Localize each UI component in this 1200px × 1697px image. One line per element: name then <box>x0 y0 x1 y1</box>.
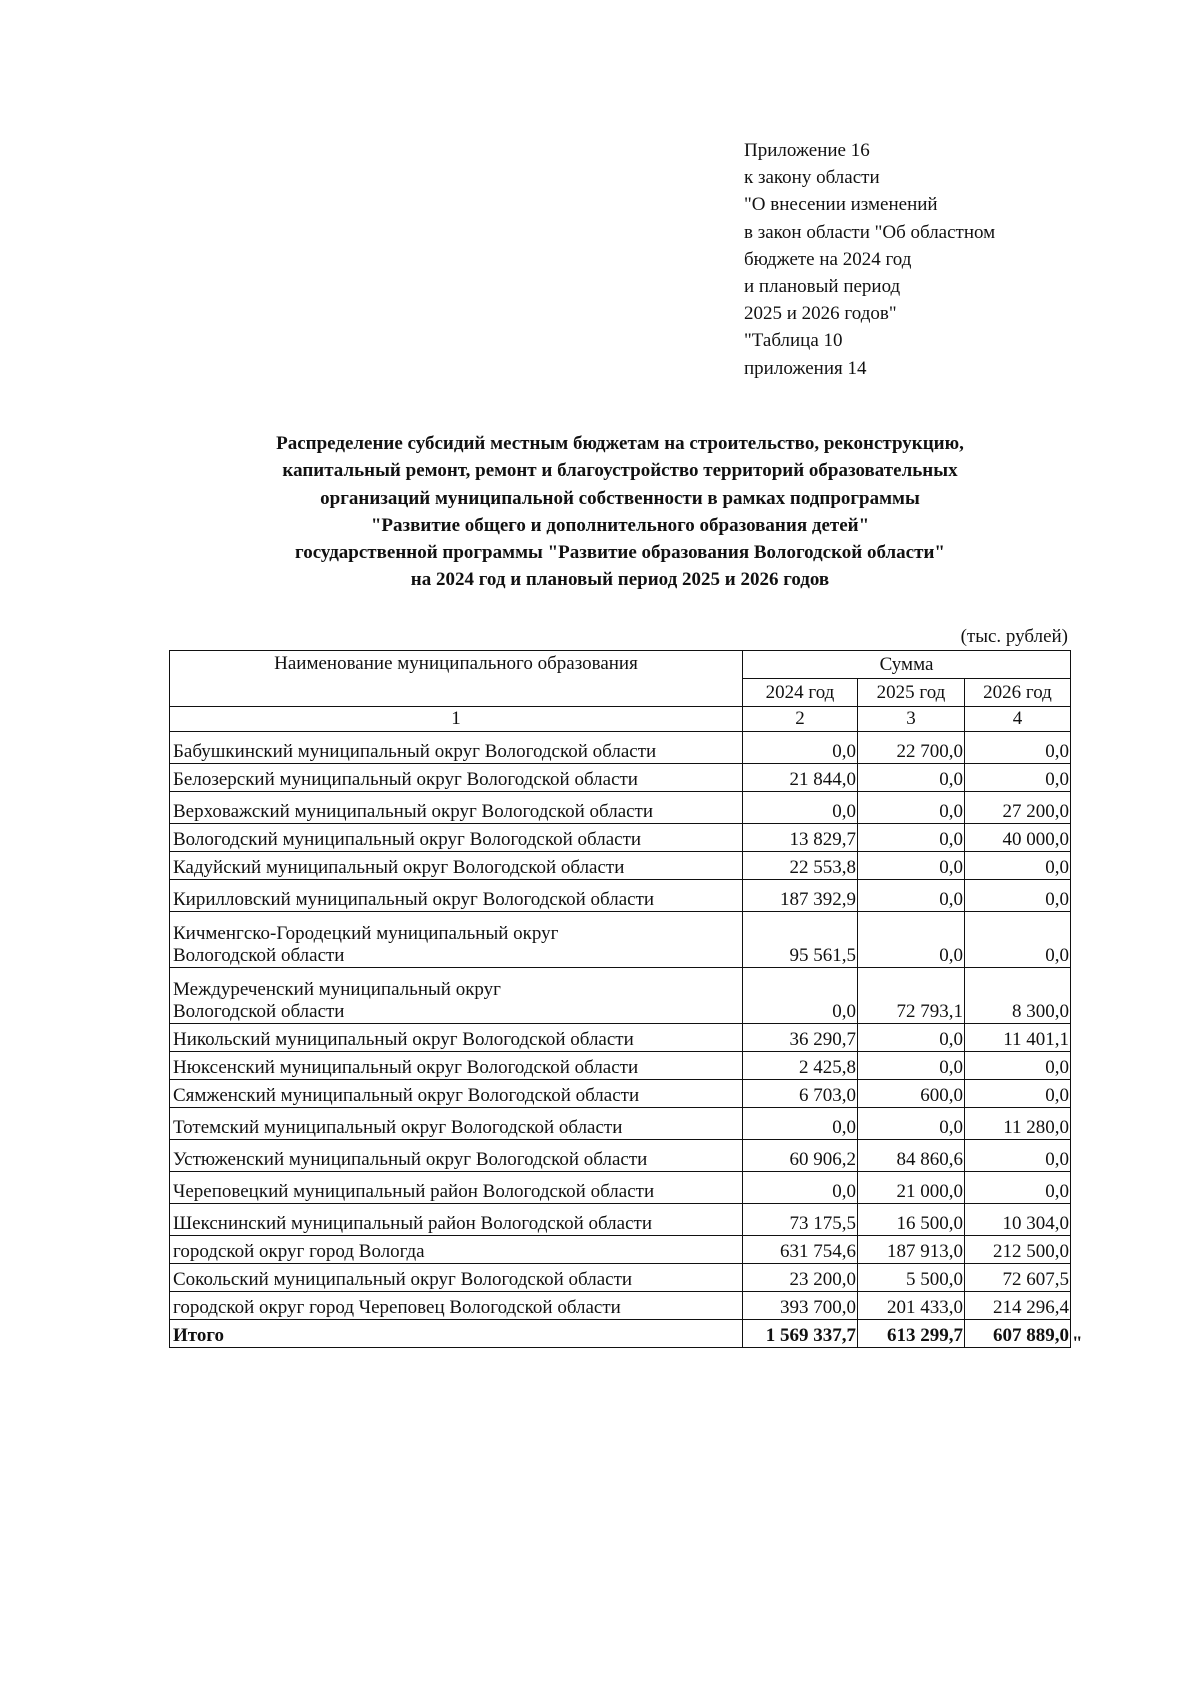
row-value-2024: 0,0 <box>743 968 858 1024</box>
row-value-2026: 214 296,4 <box>965 1292 1071 1320</box>
row-value-2024: 6 703,0 <box>743 1080 858 1108</box>
total-row <box>170 1320 1071 1348</box>
total-label: Итого <box>170 1320 743 1348</box>
title-line: организаций муниципальной собственности в рамках подпрограммы <box>320 487 920 509</box>
row-value-2025: 5 500,0 <box>858 1264 965 1292</box>
table-row <box>170 1140 1071 1172</box>
row-value-2026: 72 607,5 <box>965 1264 1071 1292</box>
row-value-2026: 0,0 <box>965 880 1071 912</box>
table-row <box>170 764 1071 792</box>
closing-quote: " <box>1072 1333 1083 1354</box>
row-name: Вологодский муниципальный округ Вологодской области <box>170 824 743 852</box>
row-name: Никольский муниципальный округ Вологодской области <box>170 1024 743 1052</box>
row-value-2024: 60 906,2 <box>743 1140 858 1172</box>
row-value-2025: 0,0 <box>858 1024 965 1052</box>
table-row <box>170 1052 1071 1080</box>
title-line: государственной программы "Развитие образования Вологодской области" <box>295 542 945 564</box>
table-row <box>170 824 1071 852</box>
row-value-2026: 0,0 <box>965 732 1071 764</box>
row-value-2025: 72 793,1 <box>858 968 965 1024</box>
header-year-2024: 2024 год <box>743 679 858 707</box>
row-value-2025: 0,0 <box>858 852 965 880</box>
header-year-2025: 2025 год <box>858 679 965 707</box>
total-value-2024: 1 569 337,7 <box>743 1320 858 1348</box>
row-name: Череповецкий муниципальный район Вологодской области <box>170 1172 743 1204</box>
row-value-2025: 0,0 <box>858 1052 965 1080</box>
column-number: 4 <box>965 707 1071 732</box>
subsidy-table <box>169 650 1071 1348</box>
appendix-line: к закону области <box>744 167 880 189</box>
table-row <box>170 880 1071 912</box>
row-value-2026: 0,0 <box>965 1052 1071 1080</box>
header-name: Наименование муниципального образования <box>170 651 743 707</box>
row-value-2024: 631 754,6 <box>743 1236 858 1264</box>
row-value-2025: 0,0 <box>858 792 965 824</box>
row-value-2024: 22 553,8 <box>743 852 858 880</box>
row-name-line: Вологодской области <box>173 1001 345 1022</box>
row-name-line: Вологодской области <box>173 945 345 966</box>
appendix-line: "Таблица 10 <box>744 330 843 352</box>
column-number: 1 <box>170 707 743 732</box>
table-row <box>170 1108 1071 1140</box>
row-name: городской округ город Вологда <box>170 1236 743 1264</box>
row-value-2025: 21 000,0 <box>858 1172 965 1204</box>
row-value-2024: 187 392,9 <box>743 880 858 912</box>
row-value-2026: 8 300,0 <box>965 968 1071 1024</box>
row-value-2025: 0,0 <box>858 1108 965 1140</box>
row-value-2026: 0,0 <box>965 1172 1071 1204</box>
row-value-2026: 10 304,0 <box>965 1204 1071 1236</box>
row-value-2025: 600,0 <box>858 1080 965 1108</box>
table-row <box>170 732 1071 764</box>
row-value-2026: 0,0 <box>965 1080 1071 1108</box>
row-value-2026: 11 280,0 <box>965 1108 1071 1140</box>
table-row <box>170 912 1071 968</box>
table-row <box>170 1080 1071 1108</box>
row-name: Сямженский муниципальный округ Вологодской области <box>170 1080 743 1108</box>
table-row <box>170 852 1071 880</box>
row-name: Шекснинский муниципальный район Вологодской области <box>170 1204 743 1236</box>
table-row <box>170 1172 1071 1204</box>
row-value-2024: 2 425,8 <box>743 1052 858 1080</box>
row-value-2024: 95 561,5 <box>743 912 858 968</box>
total-value-2025: 613 299,7 <box>858 1320 965 1348</box>
row-name: городской округ город Череповец Вологодской области <box>170 1292 743 1320</box>
row-value-2026: 0,0 <box>965 764 1071 792</box>
row-name: Нюксенский муниципальный округ Вологодской области <box>170 1052 743 1080</box>
row-value-2025: 0,0 <box>858 764 965 792</box>
row-value-2026: 11 401,1 <box>965 1024 1071 1052</box>
column-number: 3 <box>858 707 965 732</box>
table-row <box>170 968 1071 1024</box>
appendix-line: и плановый период <box>744 276 901 298</box>
row-value-2026: 0,0 <box>965 912 1071 968</box>
row-value-2024: 13 829,7 <box>743 824 858 852</box>
units-label: (тыс. рублей) <box>960 626 1068 647</box>
row-value-2026: 0,0 <box>965 852 1071 880</box>
row-value-2025: 0,0 <box>858 824 965 852</box>
row-value-2024: 0,0 <box>743 1108 858 1140</box>
row-value-2026: 27 200,0 <box>965 792 1071 824</box>
row-value-2025: 187 913,0 <box>858 1236 965 1264</box>
row-name <box>170 912 743 968</box>
row-value-2026: 0,0 <box>965 1140 1071 1172</box>
row-name: Тотемский муниципальный округ Вологодской области <box>170 1108 743 1140</box>
row-value-2026: 212 500,0 <box>965 1236 1071 1264</box>
row-name: Бабушкинский муниципальный округ Вологодской области <box>170 732 743 764</box>
appendix-line: бюджете на 2024 год <box>744 248 912 270</box>
table-row <box>170 792 1071 824</box>
header-year-2026: 2026 год <box>965 679 1071 707</box>
title-line: капитальный ремонт, ремонт и благоустройство территорий образовательных <box>282 460 958 482</box>
row-name: Белозерский муниципальный округ Вологодской области <box>170 764 743 792</box>
table-row <box>170 1292 1071 1320</box>
row-value-2024: 36 290,7 <box>743 1024 858 1052</box>
table-row <box>170 1236 1071 1264</box>
row-value-2025: 16 500,0 <box>858 1204 965 1236</box>
row-value-2024: 0,0 <box>743 792 858 824</box>
row-name <box>170 968 743 1024</box>
appendix-header <box>744 137 1144 382</box>
row-value-2025: 0,0 <box>858 912 965 968</box>
appendix-line: в закон области "Об областном <box>744 221 996 243</box>
total-value-2026: 607 889,0 <box>965 1320 1071 1348</box>
row-value-2025: 84 860,6 <box>858 1140 965 1172</box>
document-title <box>160 430 1080 594</box>
table-row <box>170 1024 1071 1052</box>
row-value-2026: 40 000,0 <box>965 824 1071 852</box>
row-value-2024: 0,0 <box>743 732 858 764</box>
appendix-line: 2025 и 2026 годов" <box>744 303 897 325</box>
row-value-2024: 21 844,0 <box>743 764 858 792</box>
row-name-line: Междуреченский муниципальный округ <box>173 979 501 1000</box>
appendix-line: "О внесении изменений <box>744 194 938 216</box>
title-line: Распределение субсидий местным бюджетам на строительство, реконструкцию, <box>276 433 964 454</box>
row-value-2024: 0,0 <box>743 1172 858 1204</box>
row-value-2024: 23 200,0 <box>743 1264 858 1292</box>
row-value-2024: 73 175,5 <box>743 1204 858 1236</box>
title-line: "Развитие общего и дополнительного образования детей" <box>370 514 870 536</box>
row-value-2025: 0,0 <box>858 880 965 912</box>
row-name: Устюженский муниципальный округ Вологодской области <box>170 1140 743 1172</box>
row-name: Сокольский муниципальный округ Вологодской области <box>170 1264 743 1292</box>
table-row <box>170 1204 1071 1236</box>
appendix-line: приложения 14 <box>744 357 867 379</box>
row-value-2024: 393 700,0 <box>743 1292 858 1320</box>
row-value-2025: 22 700,0 <box>858 732 965 764</box>
row-value-2025: 201 433,0 <box>858 1292 965 1320</box>
title-line: на 2024 год и плановый период 2025 и 2026 годов <box>410 569 830 591</box>
header-sum: Сумма <box>743 651 1071 679</box>
table-row <box>170 1264 1071 1292</box>
row-name: Верховажский муниципальный округ Вологодской области <box>170 792 743 824</box>
appendix-line: Приложение 16 <box>744 140 870 161</box>
row-name-line: Кичменгско-Городецкий муниципальный округ <box>173 923 559 944</box>
row-name: Кадуйский муниципальный округ Вологодской области <box>170 852 743 880</box>
column-number: 2 <box>743 707 858 732</box>
row-name: Кирилловский муниципальный округ Вологодской области <box>170 880 743 912</box>
